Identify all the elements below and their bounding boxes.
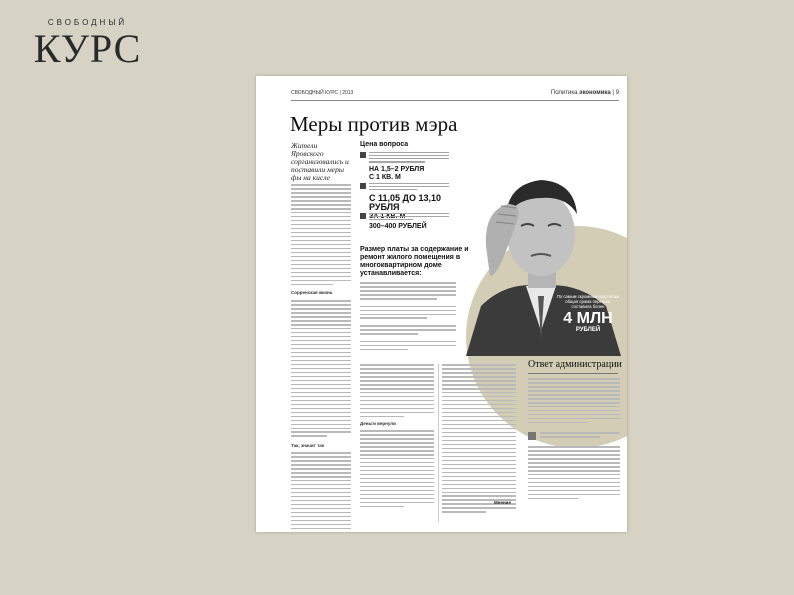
price-value-3-line-1: 300–400 РУБЛЕЙ bbox=[369, 223, 427, 230]
quote-icon bbox=[528, 432, 536, 440]
infobox-text bbox=[360, 282, 456, 353]
right-column-quote bbox=[540, 432, 620, 440]
brand-logo bbox=[25, 18, 150, 69]
price-desc-3 bbox=[369, 213, 449, 222]
right-column-text-1 bbox=[528, 378, 620, 426]
brand-title: КУРС bbox=[33, 26, 142, 71]
overpayment-badge bbox=[556, 294, 620, 333]
badge-caption: По самым скромным подсчётам общая сумма переплат составила более bbox=[556, 294, 620, 309]
page-header-right: Политика экономика | 9 bbox=[550, 90, 619, 96]
right-column-text-2 bbox=[528, 446, 620, 502]
side-opinion-head: Мнение bbox=[494, 500, 511, 505]
newspaper-page bbox=[256, 76, 627, 532]
price-desc-1 bbox=[369, 152, 449, 164]
page-header-left: СВОБОДНЫЙ КУРС | 2013 bbox=[291, 90, 354, 96]
badge-unit: РУБЛЕЙ bbox=[575, 327, 601, 333]
price-value-1 bbox=[369, 166, 424, 182]
price-value-1-line-2: С 1 КВ. М bbox=[369, 174, 401, 181]
house-icon bbox=[360, 152, 366, 158]
price-block-title: Цена вопроса bbox=[360, 141, 409, 148]
middle-column-text-2 bbox=[360, 430, 434, 510]
infobox-title: Размер платы за содержание и ремонт жилого помещения в многоквартирном доме устанавливается: bbox=[360, 246, 469, 277]
article-lead: Жители Яровского сорганизовались и поставили меры фы на кисле bbox=[291, 141, 349, 182]
left-column-text bbox=[291, 184, 351, 288]
middle-column-text-3 bbox=[442, 364, 516, 515]
price-value-2-line-1: С 11,05 ДО 13,10 РУБЛЯ bbox=[369, 193, 441, 212]
price-desc-2 bbox=[369, 183, 449, 192]
article-headline: Меры против мэра bbox=[290, 112, 458, 136]
header-rule bbox=[291, 100, 619, 101]
brand-subtitle: СВОБОДНЫЙ bbox=[47, 18, 128, 27]
section-title: Ответ администрации bbox=[528, 359, 622, 370]
subhead-second: Так, значит так bbox=[291, 443, 325, 448]
header-section: Политика bbox=[550, 90, 578, 96]
header-rubric: экономика bbox=[579, 90, 611, 96]
left-column-text-2 bbox=[291, 300, 351, 439]
left-column-text-3 bbox=[291, 452, 351, 532]
middle-column-text-1 bbox=[360, 364, 434, 420]
subhead-first: Сорренская жизнь bbox=[291, 290, 333, 295]
price-value-3 bbox=[369, 223, 427, 231]
price-value-1-line-1: НА 1,5–2 РУБЛЯ bbox=[369, 166, 425, 173]
header-page-number: 9 bbox=[615, 90, 619, 96]
subhead-third: Деньги вернули bbox=[360, 421, 396, 426]
section-title-rule bbox=[528, 373, 618, 374]
price-item-3 bbox=[360, 213, 460, 243]
column-divider bbox=[438, 364, 439, 522]
calculator-icon bbox=[360, 183, 366, 189]
coin-icon bbox=[360, 213, 366, 219]
badge-number: 4 МЛН bbox=[563, 310, 613, 327]
